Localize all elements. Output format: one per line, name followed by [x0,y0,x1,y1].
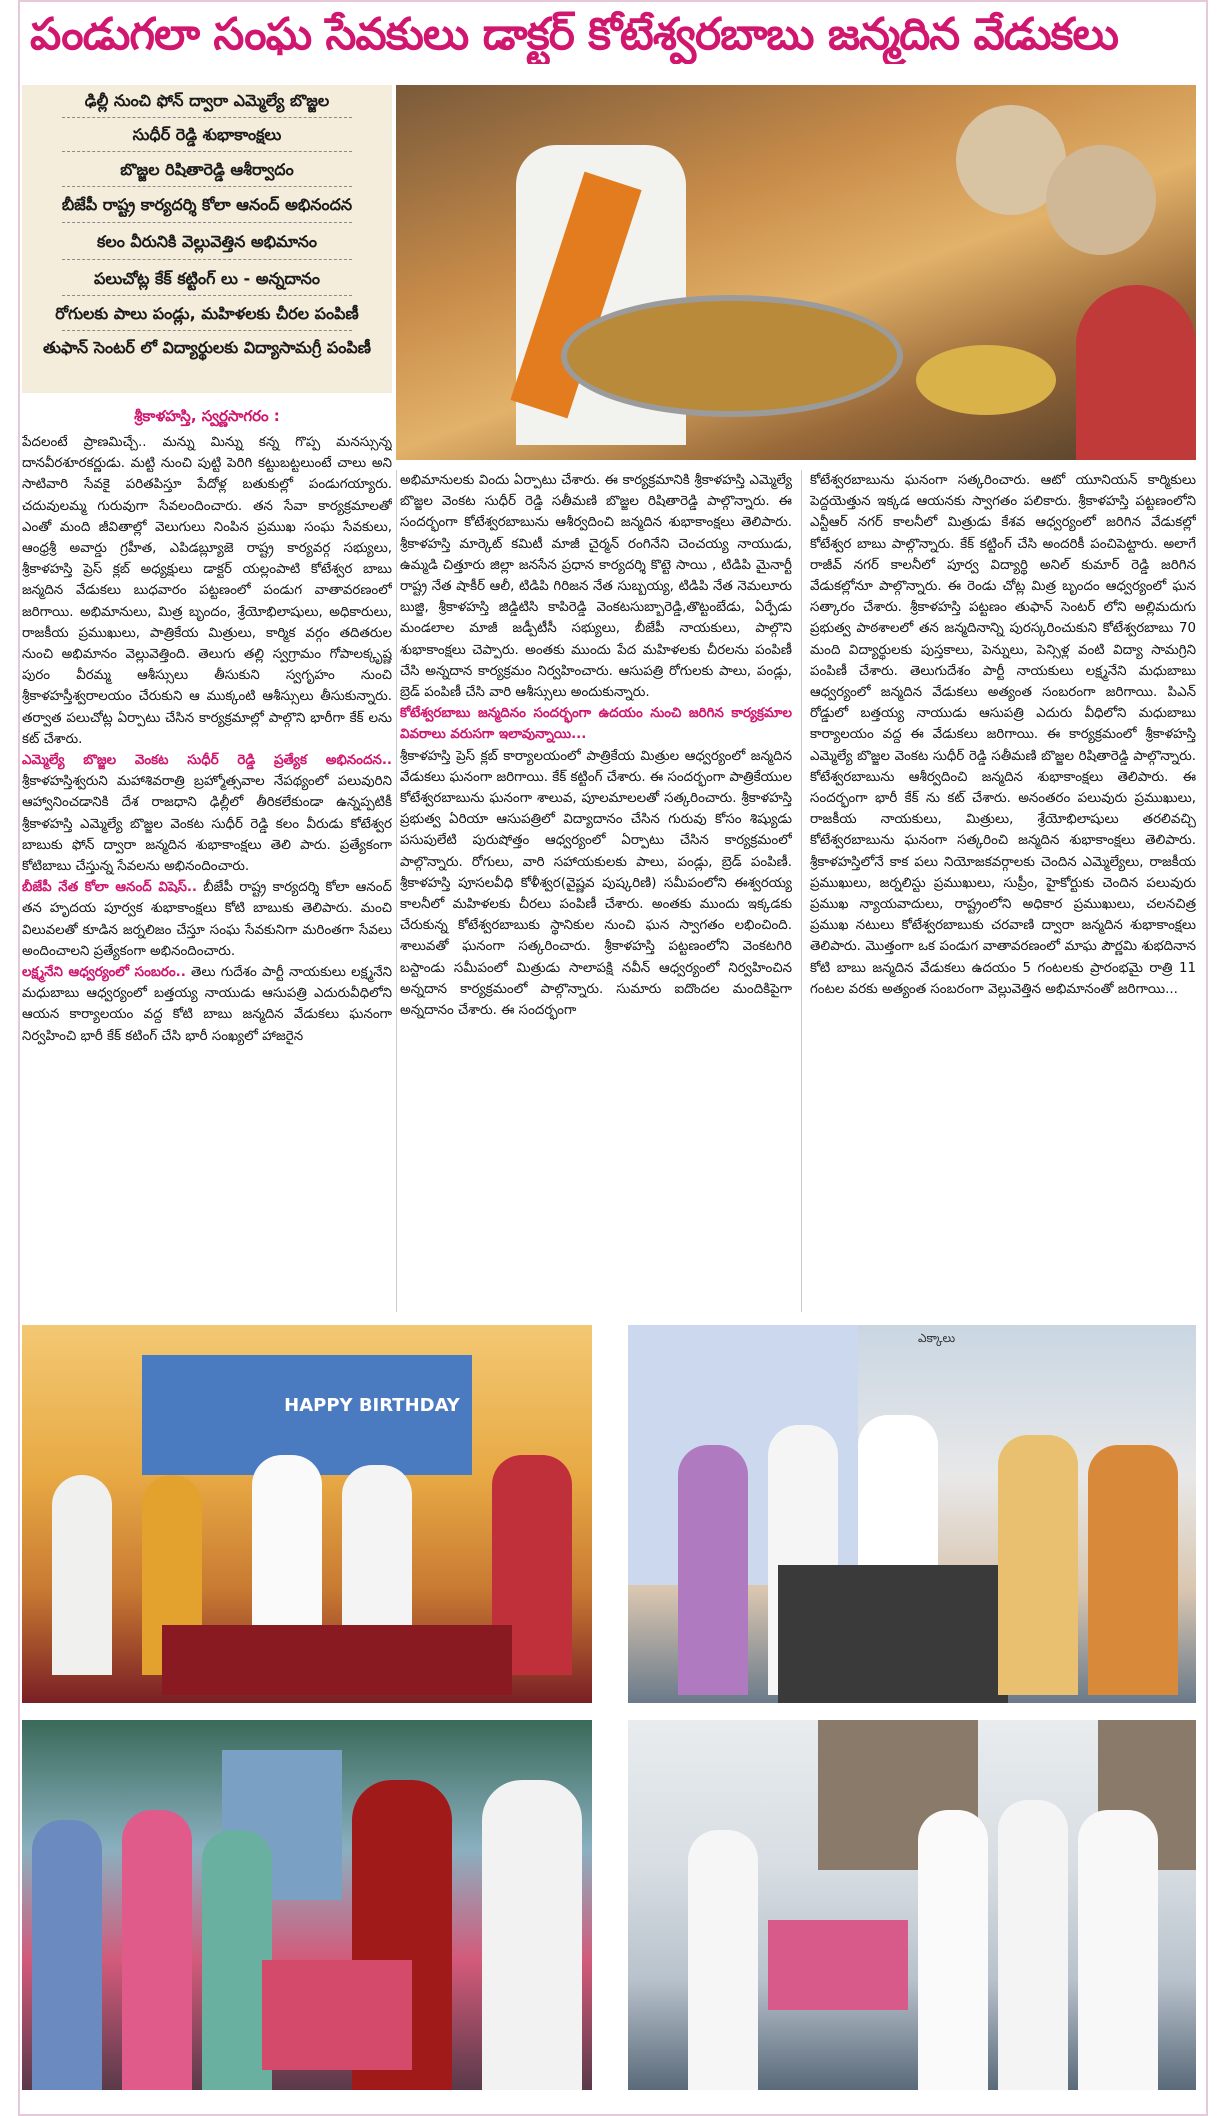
highlight-line: సుధీర్ రెడ్డి శుభాకాంక్షలు [132,125,282,144]
person-shape [1088,1445,1178,1695]
highlight-separator [62,117,352,118]
cake-table [162,1625,512,1695]
highlight-separator [62,186,352,187]
paragraph: కోటేశ్వరబాబును ఘనంగా సత్కరించారు. ఆటో యూనియన్ కార్మికులు పెద్దయెత్తున ఇక్కడ ఆయనకు స్వాగతం పలికారు. శ్రీకాళహస్తి పట్టణంలోని ఎన్టీఆర్ నగర్ కాలనీలో మిత్రుడు కేశవ ఆధ్వర్యంలో జరిగిన వేడుకల్లో కోటేశ్వర బాబు పాల్గొన్నారు. కేక్ కట్టింగ్ చేసి అందరికీ పంచిపెట్టారు. అలాగే రాజీవ్ నగర్ కాలనీలో పూర్వ విద్యార్థి అనిల్ కుమార్ రెడ్డి జరిగిన వేడుకల్లోనూ పాల్గొన్నారు. ఈ రెండు చోట్ల మిత్ర బృందం ఆధ్వర్యంలో ఘన సత్కారం చేశారు. శ్రీకాళహస్తి పట్టణం తుఫాన్ సెంటర్ లోని అల్లిమదుగు ప్రభుత్వ పాఠశాలలో తన జన్మదినాన్ని పురస్కరించుకుని కోటేశ్వరబాబు 70 మంది విద్యార్థులకు పుస్తకాలు, పెన్నులు, పెన్సిళ్ల వంటి విద్యా సామగ్రిని పంపిణీ చేశారు. తెలుగుదేశం పార్టీ నాయకులు లక్ష్మనేని మధుబాబు ఆధ్వర్యంలో జన్మదిన వేడుకలు అత్యంత సంబరంగా జరిగాయి. పిఎన్ రోడ్డులో బత్తయ్య నాయుడు ఆసుపత్రి ఎదురు వీధిలోని మధుబాబు కార్యాలయం వద్ద ఈ వేడుకలు జరిగాయి. ఈ కార్యక్రమంలో శ్రీకాళహస్తి ఎమ్మెల్యే బొజ్జల వెంకట సుధీర్ రెడ్డి సతీమణి బొజ్జల రిషితారెడ్డి పాల్గొన్నారు. కోటేశ్వరబాబును ఆశీర్వదించి జన్మదిన శుభాకాంక్షలు తెలిపారు. ఈ సందర్భంగా భారీ కేక్ ను కట్ చేశారు. అనంతరం పలువురు ప్రముఖులు, రాజకీయ నాయకులు, మిత్రులు, శ్రేయోభిలాషులు తరలివచ్చి కోటేశ్వరబాబును ఘనంగా సత్కరించి జన్మదిన శుభాకాంక్షలు తెలిపారు. శ్రీకాళహస్తిలోనే కాక పలు నియోజకవర్గాలకు చెందిన ఎమ్మెల్యేలు, రాజకీయ ప్రముఖులు, జర్నలిస్టు ప్రముఖులు, సుప్రీం, హైకోర్టుకు చెందిన పలువురు ప్రముఖ న్యాయవాదులు, రాష్ట్రంలోని అధికార ప్రముఖులు, చలనచిత్ర ప్రముఖ నటులు కోటేశ్వరబాబుకు చరవాణి ద్వారా జన్మదిన శుభాకాంక్షలు తెలిపారు. మొత్తంగా ఒక పండుగ వాతావరణంలో మాఘ పౌర్ణమి శుభదినాన కోటి బాబు జన్మదిన వేడుకలు ఉదయం 5 గంటలకు ప్రారంభమై రాత్రి 11 గంటల వరకు అత్యంత సంబరంగా వెల్లువెత్తిన అభిమానంతో జరిగాయి... [810,473,1196,997]
table-shape [778,1565,1008,1703]
paragraph: తెలు గుదేశం పార్టీ నాయకులు లక్ష్మనేని మధుబాబు ఆధ్వర్యంలో బత్తయ్య నాయుడు ఆసుపత్రి ఎదురువీధిలోని ఆయన కార్యాలయం వద్ద కోటి బాబు జన్మదిన వేడుకలు ఘనంగా నిర్వహించి భారీ కేక్ కటింగ్ చేసి భారీ సంఖ్యలో హాజరైన [22,965,392,1044]
photo-hospital-visit [628,1720,1196,2090]
column-rule [801,470,802,1312]
article-column-3 [810,470,1196,1312]
food-vessel [561,295,903,417]
plate-shape [916,345,1056,415]
chart-title-text: ఎక్కాలు [918,1331,956,1345]
paragraph: శ్రీకాళహస్తి ప్రెస్ క్లబ్ కార్యాలయంలో పాత్రికేయ మిత్రుల ఆధ్వర్యంలో జన్మదిన వేడుకలు ఘనంగా జరిగాయి. కేక్ కట్టింగ్ చేశారు. ఈ సందర్భంగా పాత్రికేయుల కోటేశ్వరబాబును ఘనంగా శాలువ, పూలమాలలతో సత్కరించారు. శ్రీకాళహస్తి ప్రభుత్వ ఏరియా ఆసుపత్రిలో విద్యాదానం చేసిన గురువు కోసం శిష్యుడు పసుపులేటి పురుషోత్తం ఆధ్వర్యంలో ఏర్పాటు చేసిన కార్యక్రమంలో పాల్గొన్నారు. రోగులు, వారి సహాయకులకు పాలు, పండ్లు, బ్రెడ్ పంపిణీ. శ్రీకాళహస్తి పూసలవీధి కోళీశ్వర(వైష్ణవ పుష్కరిణి) సమీపంలోని ఈశ్వరయ్య కాలనీలో మహిళలకు చీరలు పంపిణీ చేశారు. అంతకు ముందు ఇక్కడకు చేరుకున్న కోటేశ్వరబాబుకు స్థానికుల నుంచి ఘన స్వాగతం లభించింది. శాలువతో ఘనంగా సత్కరించారు. శ్రీకాళహస్తి పట్టణంలోని వెంకటగిరి బస్టాండు సమీపంలో మిత్రుడు సాలాపక్షి నవీన్ ఆధ్వర్యంలో నిర్వహించిన అన్నదాన కార్యక్రమంలో పాల్గొన్నారు. సుమారు ఐదొందల మందికిపైగా అన్నదానం చేశారు. ఈ సందర్భంగా [400,748,792,1019]
person-shape [1078,1810,1158,2090]
patient-bed [768,1920,908,2010]
plate-shape [1046,145,1156,255]
dateline: శ్రీకాళహస్తి, స్వర్ణసాగరం : [134,407,280,425]
paragraph: పేదలంటే ప్రాణమిచ్చే.. మన్ను మిన్ను కన్న గొప్ప మనస్సున్న దానవీరశూరకర్ణుడు. మట్టి నుంచి పుట్టి పెరిగి కట్టుబట్టలుంటే చాలు అని సాటివారి సేవకై పరితపిస్తూ పేదోళ్ల బతుకుల్లో పండుగయ్యారు. చదువులమ్మ గురువుగా సేవలందించారు. తన సేవా కార్యక్రమాలతో ఎంతో మంది జీవితాల్లో వెలుగులు నింపిన ప్రముఖ సంఘ సేవకులు, ఆంధ్రశ్రీ అవార్డు గ్రహీత, ఎపిడబ్ల్యూజె రాష్ట్ర కార్యవర్గ సభ్యులు, శ్రీకాళహస్తి ప్రెస్ క్లబ్ అధ్యక్షులు డాక్టర్ యల్లంపాటి కోటేశ్వర బాబు జన్మదిన వేడుకలు బుధవారం పట్టణంలో పండుగ వాతావరణంలో జరిగాయి. అభిమానులు, మిత్ర బృందం, శ్రేయోభిలాషులు, అధికారులు, రాజకీయ ప్రముఖులు, పాత్రికేయ మిత్రులు, కార్మిక వర్గం తదితరుల నుంచి అభిమానం వెల్లువెత్తింది. తెలుగు తల్లి స్వగ్రామం గోపాలక్కృష్ణ పురం వీరమ్మ ఆశీస్సులు తీసుకుని స్వగృహం నుంచి శ్రీకాళహస్తీశ్వరాలయం చేరుకుని ఆ ముక్కంటి ఆశీస్సులు తీసుకున్నారు. తర్వాత పలుచోట్ల ఏర్పాటు చేసిన కార్యక్రమాల్లో పాల్గొని భారీగా కేక్ లను కట్ చేశారు. [22,435,392,747]
column-rule [396,470,397,1312]
person-shape [998,1800,1068,2090]
person-shape [32,1820,102,2090]
highlights-box [22,85,392,393]
highlight-line: కలం వీరునికి వెల్లువెత్తిన అభిమానం [97,232,317,251]
headline: పండుగలా సంఘ సేవకులు డాక్టర్ కోటేశ్వరబాబు జన్మదిన వేడుకలు [30,9,1118,60]
article-column-2 [400,470,792,1312]
highlight-line: తుఫాన్ సెంటర్ లో విద్యార్థులకు విద్యాసామగ్రీ పంపిణీ [43,338,371,357]
photo-school-distribution [628,1325,1196,1703]
student-shape [678,1445,748,1695]
subheading: ఎమ్మెల్యే బొజ్జల వెంకట సుధీర్ రెడ్డి ప్రత్యేక అభినందన.. [22,753,392,769]
highlight-separator [62,151,352,152]
article-column-1 [22,432,392,1312]
person-shape [918,1810,988,2090]
person-shape [1076,285,1196,460]
highlight-line: బొజ్జల రిషితారెడ్డి ఆశీర్వాదం [120,160,294,179]
highlight-separator [62,295,352,296]
subheading: కోటేశ్వరబాబు జన్మదినం సందర్భంగా ఉదయం నుంచి జరిగిన కార్యక్రమాల వివరాలు వరుసగా ఇలావున్నాయి... [400,706,792,743]
person-shape [52,1475,112,1675]
highlight-line: పలుచోట్ల కేక్ కట్టింగ్ లు - అన్నదానం [94,269,320,288]
paragraph: అభిమానులకు విందు ఏర్పాటు చేశారు. ఈ కార్యక్రమానికి శ్రీకాళహస్తి ఎమ్మెల్యే బొజ్జల వెంకట సుధీర్ రెడ్డి సతీమణి బొజ్జల రిషితారెడ్డి పాల్గొన్నారు. ఈ సందర్భంగా కోటేశ్వరబాబును ఆశీర్వదించి జన్మదిన శుభాకాంక్షలు తెలిపారు. శ్రీకాళహస్తి మార్కెట్ కమిటీ మాజీ చైర్మన్ రంగినేని చెంచయ్య నాయుడు, ఉమ్మడి చిత్తూరు జిల్లా జనసేన ప్రధాన కార్యదర్శి కొట్టె సాయి , టిడిపి మైనార్టీ రాష్ట్ర నేత షాకీర్ ఆలీ, టిడిపి గిరిజన నేత సుబ్బయ్య, టిడిపి నేత నెమలూరు బుజ్జి, శ్రీకాళహస్తి జిడ్డిటిసి కాపిరెడ్డి వెంకటసుబ్బారెడ్డి,తొట్టంబేడు, ఏర్పేడు మండలాల మాజీ జడ్పీటీసీ సభ్యులు, బీజేపీ నాయకులు, పాల్గొని శుభాకాంక్షలు చెప్పారు. అంతకు ముందు పేద మహిళలకు చీరలను పంపిణీ చేసి అన్నదాన కార్యక్రమం నిర్వహించారు. ఆసుపత్రి రోగులకు పాలు, పండ్లు, బ్రెడ్ పంపిణీ చేసి వారి ఆశీస్సులు అందుకున్నారు. [400,473,792,701]
subheading: లక్ష్మనేని ఆధ్వర్యంలో సంబరం.. [22,965,186,981]
highlight-separator [62,330,352,331]
person-shape [998,1435,1078,1695]
photo-cake-cutting [22,1325,592,1703]
photo-food-distribution [396,85,1196,460]
person-shape [122,1810,192,2090]
highlight-separator [62,259,352,260]
paragraph: శ్రీకాళహస్తిశ్వరుని మహాశివరాత్రి బ్రహ్మోత్సవాల నేపథ్యంలో పలువురిని ఆహ్వానించడానికి దేశ రాజధాని ఢిల్లీలో తీరికలేకుండా ఉన్నప్పటికీ శ్రీకాళహస్తి ఎమ్మెల్యే బొజ్జల వెంకట సుధీర్ రెడ్డి కలం వీరుడు కోటేశ్వర బాబుకు ఫోన్ ద్వారా జన్మదిన శుభాకాంక్షలు తెలి పారు. ప్రత్యేకంగా కోటిబాబు చేస్తున్న సేవలను అభినందించారు. [22,774,392,875]
highlight-line: రోగులకు పాలు పండ్లు, మహిళలకు చీరల పంపిణీ [55,304,359,323]
photo-saree-distribution [22,1720,592,2090]
birthday-banner [142,1355,472,1475]
highlight-line: ఢిల్లీ నుంచి ఫోన్ ద్వారా ఎమ్మెల్యే బొజ్జల [84,91,330,110]
highlight-separator [62,222,352,223]
paragraph: బీజేపీ రాష్ట్ర కార్యదర్శి కోలా ఆనంద్ తన హృదయ పూర్వక శుభాకాంక్షలు కోటి బాబుకు తెలిపారు. మంచి విలువలతో కూడిన జర్నలిజం చేస్తూ సంఘ సేవకునిగా మరింతగా సేవలు అందించాలని ప్రత్యేకంగా అభినందించారు. [22,880,392,959]
saree-stack [262,1960,412,2070]
person-shape [482,1780,582,2090]
nurse-shape [688,1830,758,2090]
subheading: బీజేపీ నేత కోలా ఆనంద్ విషెస్.. [22,880,198,896]
highlight-line: బీజేపీ రాష్ట్ర కార్యదర్శి కోలా ఆనంద్ అభినందన [61,195,353,214]
banner-text: HAPPY BIRTHDAY [284,1395,460,1416]
